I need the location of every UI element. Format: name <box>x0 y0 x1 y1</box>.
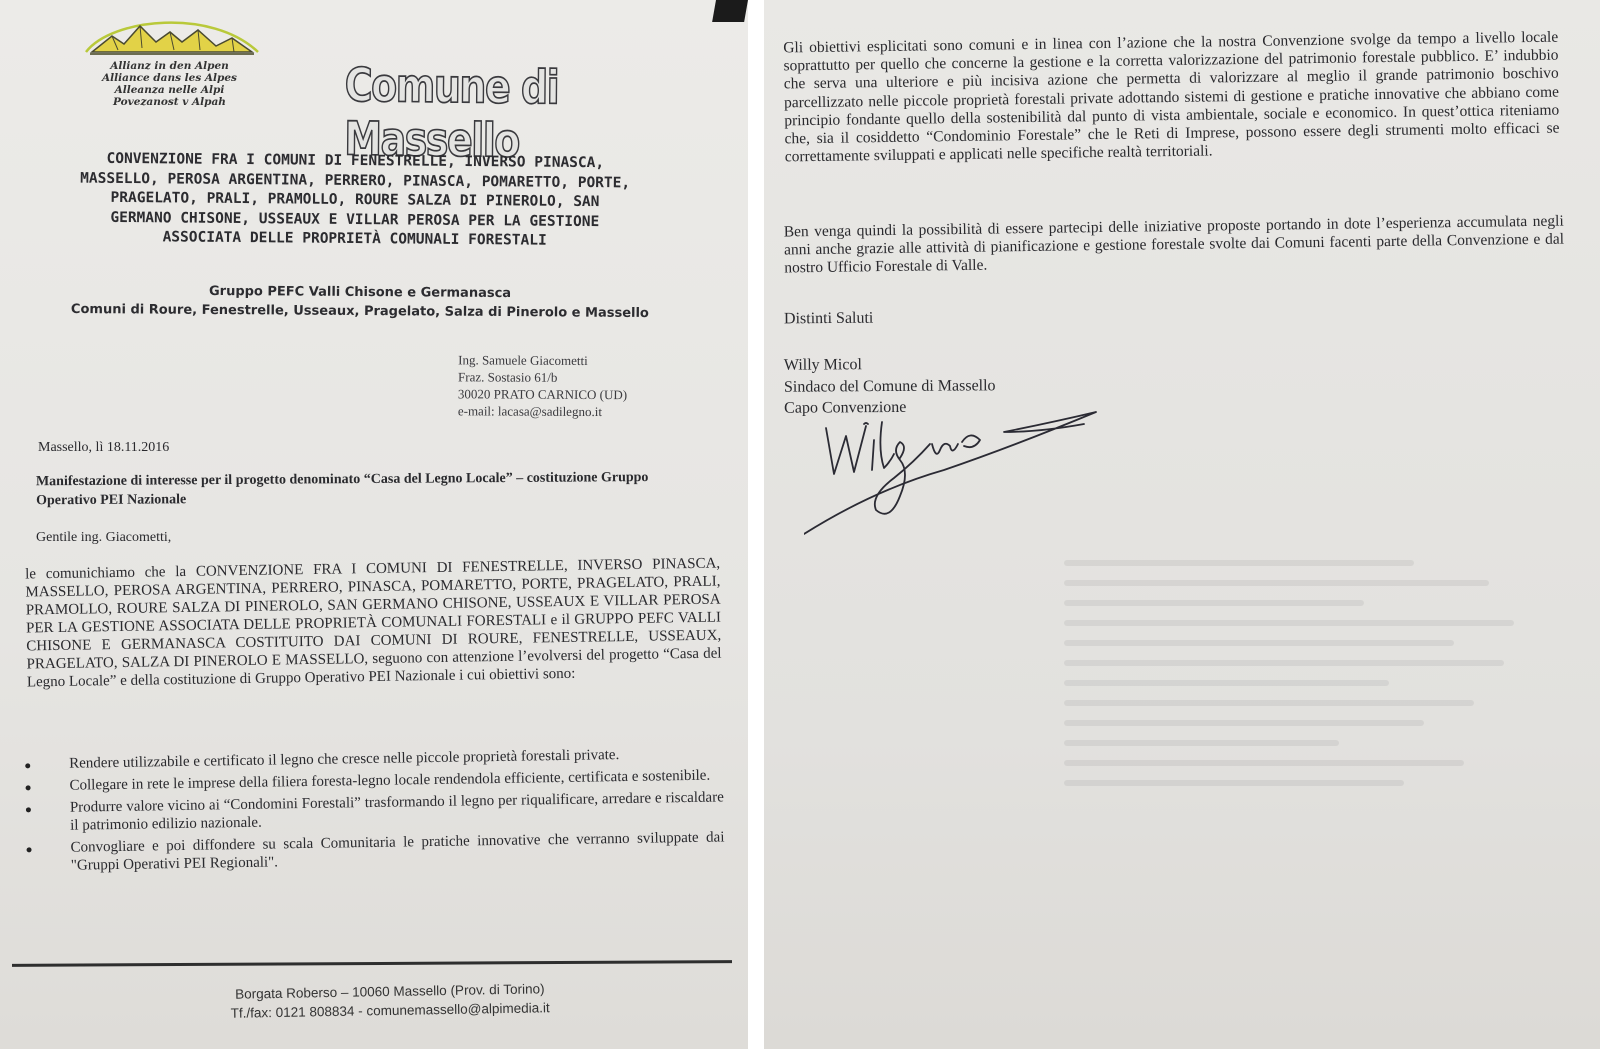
recipient-address-block <box>458 351 718 420</box>
bullet-icon <box>26 807 31 812</box>
letter-body-paragraph: le comunichiamo che la CONVENZIONE FRA I COMUNI DI FENESTRELLE, INVERSO PINASCA, MASSELLO, PEROSA ARGENTINA, PERRERO, PINASCA, POMARETTO, PORTE, PRAGELATO, PRALI, PRAMOLLO, ROURE SALZA DI PINEROLO, SAN GERMANO CHISONE, USSEAUX E VILLAR PEROSA PER LA GESTIONE ASSOCIATA DELLE PROPRIETÀ COMUNALI FORESTALI e il GRUPPO PEFC VALLI CHISONE E GERMANASCA COSTITUITO DAI COMUNI DI ROURE, FENESTRELLE, USSEAUX, PRAGELATO, SALZA DI PINEROLO E MASSELLO, seguono con attenzione l’evolversi del progetto “Casa del Legno Locale” e della costituzione di Gruppo Operativo PEI Nazionale i cui obiettivi sono: <box>25 555 722 691</box>
footer-address: Borgata Roberso – 10060 Massello (Prov. di Torino) <box>235 981 545 1002</box>
bullet-icon <box>26 785 31 790</box>
handwritten-signature <box>804 400 1104 540</box>
pefc-group-title: Gruppo PEFC Valli Chisone e Germanasca <box>208 283 512 302</box>
letterhead-footer <box>150 978 631 1024</box>
page-corner-shadow <box>712 0 748 22</box>
convenzione-heading <box>40 149 671 252</box>
alliance-line-de: Allianz in den Alpen <box>110 60 229 72</box>
letter-page-2 <box>764 0 1600 1049</box>
convenzione-line: GERMANO CHISONE, USSEAUX E VILLAR PEROSA PER LA GESTIONE <box>110 209 600 230</box>
letter-paragraph: Gli obiettivi esplicitati sono comuni e in linea con l’azione che la nostra Convenzione svolge da tempo a livello locale soprattutto per quello che concerne la gestione e la corretta valorizzazione del patrimonio forestale pubblico. E’ indubbio che serva una ulteriore e più incisiva azione che permetta di valorizzare al meglio il grande patrimonio boschivo parcellizzato nelle piccole proprietà forestali private adottando sistemi di gestione e pratiche innovative che abbiano come principio fondante quello della sostenibilità dal punto di vista ambientale, sociale e economico. In quest’ottica riteniamo che, sia il cosiddetto “Condominio Forestale” che le Reti di Imprese, possono essere degli strumenti molto efficaci se correttamente sviluppati e applicati nelle specifiche realtà territoriali. <box>783 28 1560 166</box>
objectives-list <box>13 744 725 879</box>
alliance-multilingual-text <box>82 60 257 108</box>
bullet-icon <box>25 763 30 768</box>
convenzione-line: ASSOCIATA DELLE PROPRIETÀ COMUNALI FORESTALI <box>162 229 547 249</box>
recipient-name: Ing. Samuele Giacometti <box>458 352 588 368</box>
bleed-through-text <box>1064 560 1564 920</box>
pefc-group-heading <box>40 281 680 323</box>
objective-text: Convogliare e poi diffondere su scala Comunitaria le pratiche innovative che verranno sviluppate dai "Gruppi Operativi PEI Regionali". <box>70 829 725 874</box>
letter-date: Massello, lì 18.11.2016 <box>38 440 170 455</box>
recipient-email: e-mail: lacasa@sadilegno.it <box>457 403 602 420</box>
convenzione-line: PRAGELATO, PRALI, PRAMOLLO, ROURE SALZA DI PINEROLO, SAN <box>110 189 600 211</box>
letter-page-1 <box>0 0 748 1049</box>
municipality-title: Comune di Massello <box>344 58 559 168</box>
letter-greeting: Gentile ing. Giacometti, <box>36 530 172 545</box>
footer-contact: Tf./fax: 0121 808834 - comunemassello@alpimedia.it <box>230 1000 550 1021</box>
objective-text: Rendere utilizzabile e certificato il legno che cresce nelle piccole proprietà forestali private. <box>69 747 620 772</box>
bullet-icon <box>27 847 32 852</box>
letter-closing: Distinti Saluti <box>783 309 874 328</box>
recipient-address-line: 30020 PRATO CARNICO (UD) <box>457 386 628 403</box>
alliance-line-sl: Povezanost v Alpah <box>113 96 226 108</box>
recipient-address-line: Fraz. Sostasio 61/b <box>458 369 558 385</box>
alliance-line-it: Alleanza nelle Alpi <box>114 84 225 96</box>
signatory-name: Willy Micol <box>783 356 862 374</box>
alpine-alliance-logo <box>82 12 262 122</box>
convenzione-line: CONVENZIONE FRA I COMUNI DI FENESTRELLE, INVERSO PINASCA, <box>106 150 605 172</box>
objective-item <box>14 828 724 875</box>
objective-text: Produrre valore vicino ai “Condomini Forestali” trasformando il legno per riqualificare, arredare e riscaldare il patrimonio edilizio nazionale. <box>69 789 724 834</box>
footer-divider <box>12 960 732 967</box>
letter-paragraph: Ben venga quindi la possibilità di essere partecipi delle iniziative proposte portando in dote l’esperienza accumulata negli anni anche grazie alle attività di pianificazione e gestione forestale svolte dai Comuni facenti parte della Convenzione e dal nostro Ufficio Forestale di Valle. <box>783 212 1565 277</box>
alps-mountains-icon <box>82 12 262 64</box>
signatory-title: Capo Convenzione <box>784 398 907 417</box>
alliance-line-fr: Alliance dans les Alpes <box>102 72 237 84</box>
objective-text: Collegare in rete le imprese della filiera foresta-legno locale rendendola efficiente, certificata e sostenibile. <box>69 767 711 794</box>
letter-subject: Manifestazione di interesse per il progetto denominato “Casa del Legno Locale” – costituzione Gruppo Operativo PEI Nazionale <box>35 470 649 509</box>
objective-item <box>14 788 724 835</box>
pefc-group-comuni: Comuni di Roure, Fenestrelle, Usseaux, Pragelato, Salza di Pinerolo e Massello <box>70 301 649 322</box>
signatory-role: Sindaco del Comune di Massello <box>783 376 996 396</box>
convenzione-line: MASSELLO, PEROSA ARGENTINA, PERRERO, PINASCA, POMARETTO, PORTE, <box>80 170 631 191</box>
